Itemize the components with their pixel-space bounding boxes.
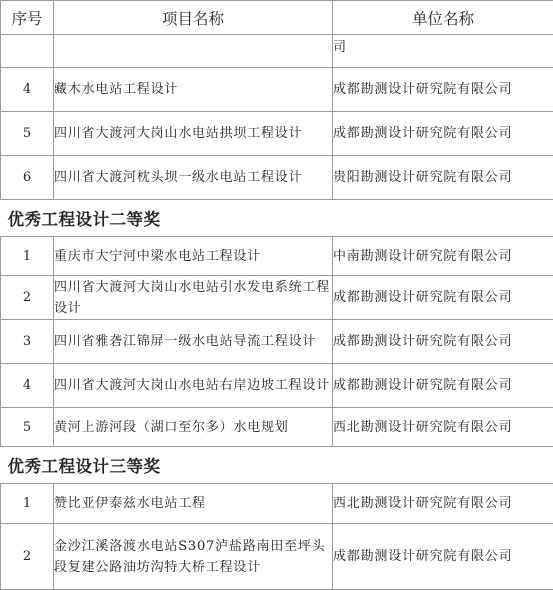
org-name: 成都勘测设计研究院有限公司	[333, 276, 553, 320]
project-name: 重庆市大宁河中梁水电站工程设计	[54, 237, 333, 276]
project-name: 四川省大渡河大岗山水电站右岸边坡工程设计	[54, 364, 333, 408]
row-number: 1	[1, 237, 54, 276]
project-name: 黄河上游河段（湖口至尔多）水电规划	[54, 408, 333, 447]
org-name: 贵阳勘测设计研究院有限公司	[333, 156, 553, 200]
table-row	[1, 484, 553, 524]
section-title-second-prize: 优秀工程设计二等奖	[1, 200, 553, 237]
org-name: 成都勘测设计研究院有限公司	[333, 320, 553, 364]
project-name: 藏木水电站工程设计	[54, 68, 333, 112]
table-row	[1, 35, 553, 68]
project-name: 四川省大渡河枕头坝一级水电站工程设计	[54, 156, 333, 200]
project-name: 赞比亚伊泰兹水电站工程	[54, 484, 333, 524]
section-title-third-prize: 优秀工程设计三等奖	[1, 447, 553, 484]
table-row	[1, 364, 553, 408]
header-org: 单位名称	[333, 1, 553, 35]
project-name: 金沙江溪洛渡水电站S307泸盐路南田至坪头段复建公路油坊沟特大桥工程设计	[54, 524, 333, 590]
header-row	[1, 1, 553, 35]
section-row	[1, 447, 553, 484]
org-name: 西北勘测设计研究院有限公司	[333, 408, 553, 447]
org-name: 司	[333, 35, 553, 68]
section-row	[1, 200, 553, 237]
table-row	[1, 156, 553, 200]
table-row	[1, 276, 553, 320]
row-number: 6	[1, 156, 54, 200]
project-name: 四川省大渡河大岗山水电站引水发电系统工程设计	[54, 276, 333, 320]
org-name: 成都勘测设计研究院有限公司	[333, 364, 553, 408]
project-name: 四川省大渡河大岗山水电站拱坝工程设计	[54, 112, 333, 156]
row-number: 4	[1, 364, 54, 408]
table-row	[1, 237, 553, 276]
header-no: 序号	[1, 1, 54, 35]
row-number: 2	[1, 276, 54, 320]
org-name: 成都勘测设计研究院有限公司	[333, 112, 553, 156]
org-name: 成都勘测设计研究院有限公司	[333, 524, 553, 590]
row-number: 3	[1, 320, 54, 364]
project-name: 四川省雅砻江锦屏一级水电站导流工程设计	[54, 320, 333, 364]
row-number	[1, 35, 54, 68]
org-name: 成都勘测设计研究院有限公司	[333, 68, 553, 112]
row-number: 5	[1, 408, 54, 447]
org-name: 西北勘测设计研究院有限公司	[333, 484, 553, 524]
org-name: 中南勘测设计研究院有限公司	[333, 237, 553, 276]
table-row	[1, 112, 553, 156]
table-row	[1, 68, 553, 112]
header-project: 项目名称	[54, 1, 333, 35]
table-row	[1, 524, 553, 590]
row-number: 5	[1, 112, 54, 156]
table-row	[1, 320, 553, 364]
table-row	[1, 408, 553, 447]
row-number: 4	[1, 68, 54, 112]
project-name	[54, 35, 333, 68]
row-number: 1	[1, 484, 54, 524]
row-number: 2	[1, 524, 54, 590]
